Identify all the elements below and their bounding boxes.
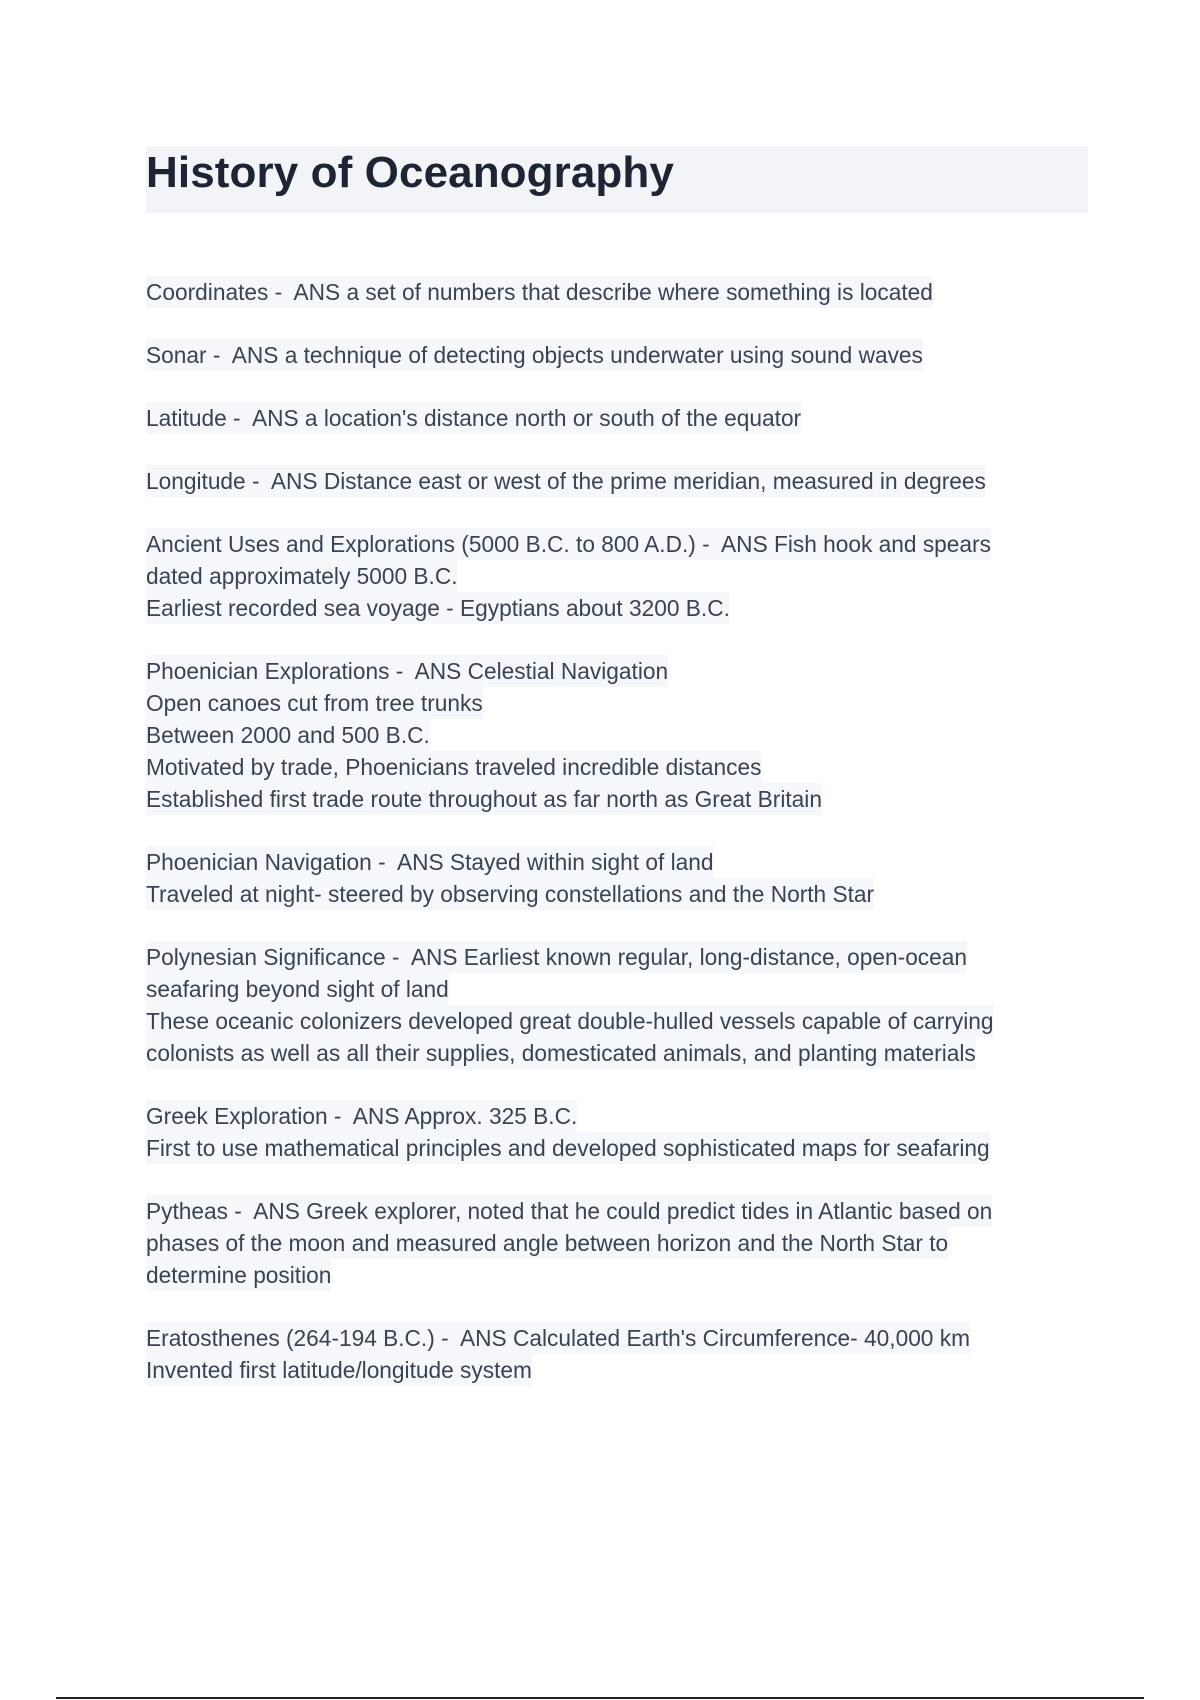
flashcard-entry: [146, 941, 1086, 1069]
flashcard-entry: [146, 402, 1086, 434]
entry-term-line: Greek Exploration - ANS Approx. 325 B.C.: [146, 1100, 577, 1132]
flashcard-entry: [146, 1195, 1086, 1291]
entry-detail-line: seafaring beyond sight of land: [146, 973, 449, 1005]
flashcard-entry: [146, 528, 1086, 624]
flashcard-entry: [146, 846, 1086, 910]
entry-detail-line: First to use mathematical principles and developed sophisticated maps for seafaring: [146, 1132, 990, 1164]
flashcard-entry: [146, 655, 1086, 815]
entry-term-line: Latitude - ANS a location's distance north or south of the equator: [146, 402, 801, 434]
flashcard-list: [146, 276, 1086, 1417]
entry-detail-line: determine position: [146, 1259, 331, 1291]
entry-term-line: Coordinates - ANS a set of numbers that describe where something is located: [146, 276, 933, 308]
entry-term-line: Pytheas - ANS Greek explorer, noted that he could predict tides in Atlantic based on: [146, 1195, 992, 1227]
entry-detail-line: Open canoes cut from tree trunks: [146, 687, 483, 719]
entry-detail-line: Traveled at night- steered by observing constellations and the North Star: [146, 878, 874, 910]
entry-detail-line: Invented first latitude/longitude system: [146, 1354, 532, 1386]
entry-detail-line: dated approximately 5000 B.C.: [146, 560, 458, 592]
flashcard-entry: [146, 465, 1086, 497]
entry-detail-line: Earliest recorded sea voyage - Egyptians about 3200 B.C.: [146, 592, 730, 624]
entry-term-line: Ancient Uses and Explorations (5000 B.C. to 800 A.D.) - ANS Fish hook and spears: [146, 528, 991, 560]
flashcard-entry: [146, 339, 1086, 371]
entry-detail-line: Between 2000 and 500 B.C.: [146, 719, 430, 751]
entry-term-line: Eratosthenes (264-194 B.C.) - ANS Calculated Earth's Circumference- 40,000 km: [146, 1322, 970, 1354]
entry-detail-line: colonists as well as all their supplies, domesticated animals, and planting materials: [146, 1037, 976, 1069]
page-title: History of Oceanography: [146, 148, 674, 197]
flashcard-entry: [146, 1100, 1086, 1164]
entry-detail-line: Motivated by trade, Phoenicians traveled incredible distances: [146, 751, 761, 783]
entry-term-line: Sonar - ANS a technique of detecting objects underwater using sound waves: [146, 339, 923, 371]
entry-term-line: Polynesian Significance - ANS Earliest known regular, long-distance, open-ocean: [146, 941, 967, 973]
entry-term-line: Phoenician Explorations - ANS Celestial Navigation: [146, 655, 668, 687]
page-bottom-rule: [56, 1697, 1144, 1699]
flashcard-entry: [146, 1322, 1086, 1386]
flashcard-entry: [146, 276, 1086, 308]
entry-term-line: Phoenician Navigation - ANS Stayed within sight of land: [146, 846, 714, 878]
entry-term-line: Longitude - ANS Distance east or west of the prime meridian, measured in degrees: [146, 465, 986, 497]
entry-detail-line: phases of the moon and measured angle between horizon and the North Star to: [146, 1227, 948, 1259]
entry-detail-line: Established first trade route throughout as far north as Great Britain: [146, 783, 822, 815]
entry-detail-line: These oceanic colonizers developed great double-hulled vessels capable of carrying: [146, 1005, 994, 1037]
